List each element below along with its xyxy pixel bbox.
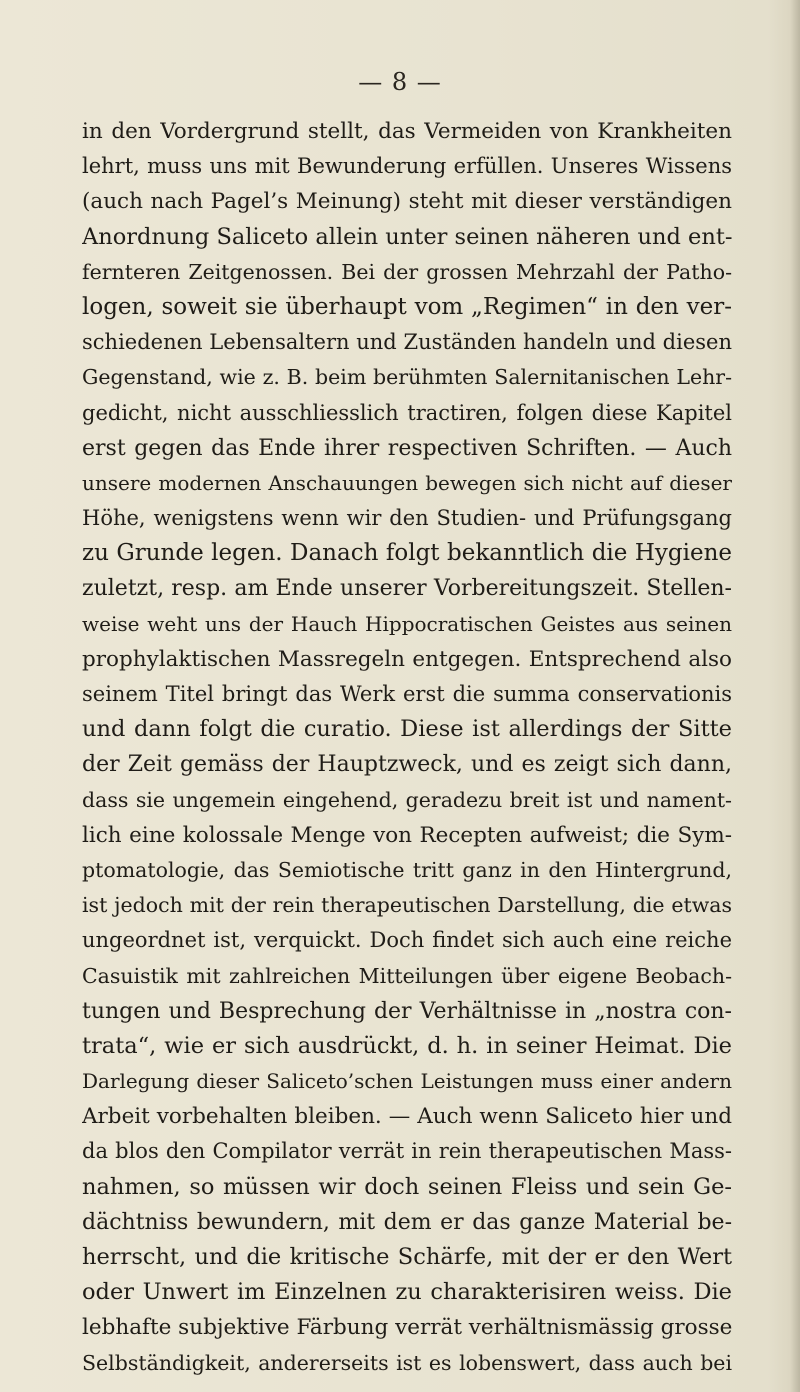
text-line: zuletzt, resp. am Ende unserer Vorbereitungszeit. Stellen-	[82, 576, 732, 602]
text-line: gedicht, nicht ausschliesslich tractiren, folgen diese Kapitel	[82, 400, 732, 425]
text-line: und dann folgt die curatio. Diese ist allerdings der Sitte	[82, 716, 732, 743]
text-line: seinem Titel bringt das Werk erst die summa conservationis	[82, 682, 732, 706]
text-line: oder Unwert im Einzelnen zu charakterisiren weiss. Die	[82, 1279, 732, 1306]
text-line: lebhafte subjektive Färbung verrät verhältnismässig grosse	[82, 1315, 732, 1341]
text-line: ist jedoch mit der rein therapeutischen Darstellung, die etwas	[82, 893, 732, 918]
text-line: prophylaktischen Massregeln entgegen. Entsprechend also	[82, 646, 732, 672]
text-line: lehrt, muss uns mit Bewunderung erfüllen. Unseres Wissens	[82, 154, 732, 179]
text-line: Anordnung Saliceto allein unter seinen näheren und ent-	[82, 223, 732, 250]
text-line: dass sie ungemein eingehend, geradezu breit ist und nament-	[82, 787, 732, 812]
text-line: unsere modernen Anschauungen bewegen sich nicht auf dieser	[82, 470, 732, 495]
text-line: Höhe, wenigstens wenn wir den Studien- und Prüfungsgang	[82, 506, 732, 531]
text-line: nahmen, so müssen wir doch seinen Fleiss und sein Ge-	[82, 1173, 732, 1200]
text-line: der Zeit gemäss der Hauptzweck, und es zeigt sich dann,	[82, 752, 732, 778]
text-line: zu Grunde legen. Danach folgt bekanntlich die Hygiene	[82, 540, 732, 567]
text-line: lich eine kolossale Menge von Recepten aufweist; die Sym-	[82, 822, 732, 848]
text-line: Gegenstand, wie z. B. beim berühmten Salernitanischen Lehr-	[82, 365, 732, 390]
text-line: erst gegen das Ende ihrer respectiven Schriften. — Auch	[82, 435, 732, 461]
page-number: — 8 —	[358, 68, 442, 96]
text-line: schiedenen Lebensaltern und Zuständen handeln und diesen	[82, 330, 732, 355]
text-line: Casuistik mit zahlreichen Mitteilungen über eigene Beobach-	[82, 963, 732, 988]
text-line: Selbständigkeit, andererseits ist es lobenswert, dass auch bei	[82, 1350, 732, 1375]
text-line: fernteren Zeitgenossen. Bei der grossen Mehrzahl der Patho-	[82, 259, 732, 284]
text-line: da blos den Compilator verrät in rein therapeutischen Mass-	[82, 1139, 732, 1164]
text-line: tungen und Besprechung der Verhältnisse in „nostra con-	[82, 998, 732, 1024]
text-line: Darlegung dieser Saliceto’schen Leistungen muss einer andern	[82, 1069, 732, 1094]
text-line: weise weht uns der Hauch Hippocratischen Geistes aus seinen	[82, 611, 732, 636]
text-line: (auch nach Pagel’s Meinung) steht mit dieser verständigen	[82, 189, 732, 215]
text-line: herrscht, und die kritische Schärfe, mit der er den Wert	[82, 1244, 732, 1270]
page-edge-shadow	[790, 0, 800, 1392]
text-line: Arbeit vorbehalten bleiben. — Auch wenn Saliceto hier und	[82, 1104, 732, 1130]
text-line: logen, soweit sie überhaupt vom „Regimen“ in den ver-	[82, 293, 732, 320]
text-line: ungeordnet ist, verquickt. Doch findet sich auch eine reiche	[82, 928, 732, 953]
text-line: trata“, wie er sich ausdrückt, d. h. in seiner Heimat. Die	[82, 1032, 732, 1059]
body-text	[82, 114, 732, 1381]
text-line: ptomatologie, das Semiotische tritt ganz in den Hintergrund,	[82, 857, 732, 882]
text-line: dächtniss bewundern, mit dem er das ganze Material be-	[82, 1209, 732, 1235]
text-line: in den Vordergrund stellt, das Vermeiden von Krankheiten	[82, 119, 732, 144]
